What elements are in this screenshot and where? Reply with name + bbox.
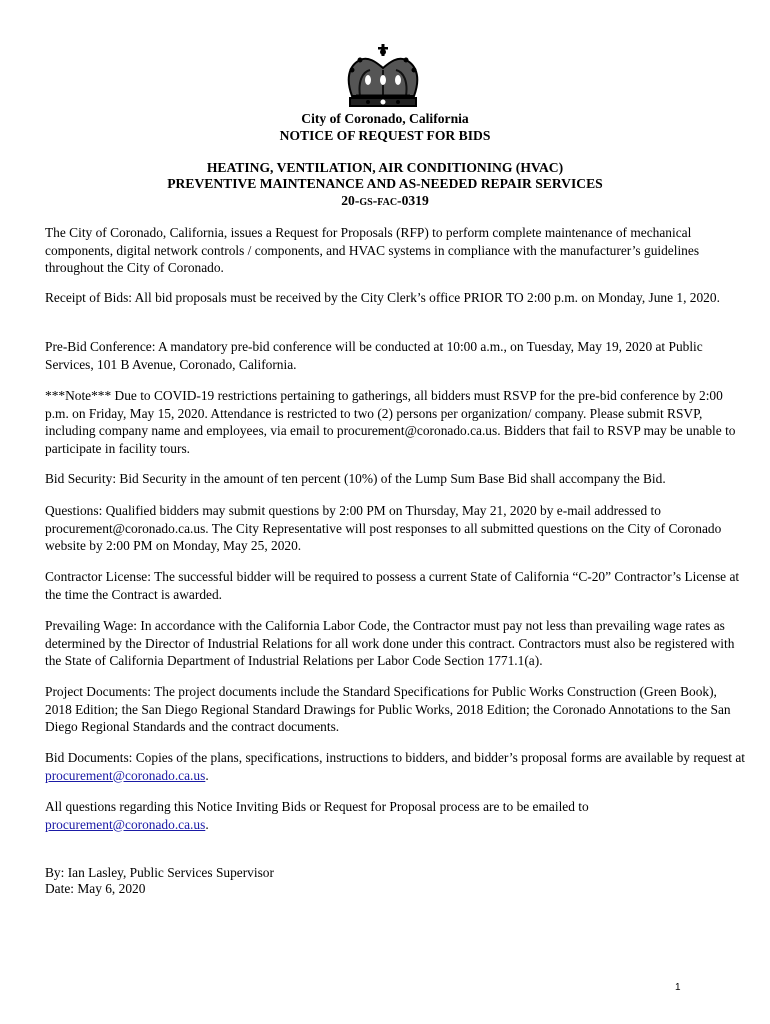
prebid-paragraph: Pre-Bid Conference: A mandatory pre-bid conference will be conducted at 10:00 a.m., on Tuesday, May 19, 2020 at Public Services, 101 B Avenue, Coronado, California. (45, 339, 703, 372)
bid-number-mid: gs-fac (359, 193, 398, 208)
questions-all-text: All questions regarding this Notice Inviting Bids or Request for Proposal process are to be emailed to (45, 799, 589, 814)
city-heading: City of Coronado, California (301, 111, 469, 126)
notice-heading: NOTICE OF REQUEST FOR BIDS (279, 128, 491, 143)
bid-number-prefix: 20- (341, 193, 360, 208)
questions-all-end: . (205, 816, 209, 832)
title-line-2: PREVENTIVE MAINTENANCE AND AS-NEEDED REPAIR SERVICES (167, 176, 603, 191)
signature-date: Date: May 6, 2020 (45, 881, 146, 896)
bid-security-paragraph: Bid Security: Bid Security in the amount of ten percent (10%) of the Lump Sum Base Bid shall accompany the Bid. (45, 471, 666, 486)
covid-note-paragraph: ***Note*** Due to COVID-19 restrictions pertaining to gatherings, all bidders must RSVP for the pre-bid conference by 2:00 p.m. on Friday, May 15, 2020. Attendance is restricted to two (2) persons per organization/ company. Please submit RSVP, including company name and employees, via email to procurement@coronado.ca.us. Bidders that fail to RSVP may be unable to participate in facility tours. (45, 388, 736, 456)
questions-all-paragraph (45, 798, 745, 833)
title-line-1: HEATING, VENTILATION, AIR CONDITIONING (HVAC) (206, 160, 564, 175)
bid-documents-paragraph (45, 749, 745, 784)
bid-documents-end: . (205, 767, 209, 783)
bid-number (0, 193, 770, 209)
signature-by: By: Ian Lasley, Public Services Supervisor (45, 865, 274, 880)
bid-documents-email-link[interactable]: procurement@coronado.ca.us (45, 767, 206, 783)
questions-all-email-link[interactable]: procurement@coronado.ca.us (45, 816, 206, 832)
crown-crest-icon (338, 40, 428, 114)
license-paragraph: Contractor License: The successful bidder will be required to possess a current State of California “C-20” Contractor’s License at the time the Contract is awarded. (45, 569, 740, 602)
receipt-paragraph: Receipt of Bids: All bid proposals must be received by the City Clerk’s office PRIOR TO 2:00 p.m. on Monday, June 1, 2020. (45, 290, 720, 305)
intro-paragraph: The City of Coronado, California, issues a Request for Proposals (RFP) to perform complete maintenance of mechanical components, digital network controls / components, and HVAC systems in compliance with the manufacturer’s guidelines throughout the City of Coronado. (45, 225, 700, 275)
bid-number-suffix: -0319 (397, 193, 429, 208)
project-documents-paragraph: Project Documents: The project documents include the Standard Specifications for Public Works Construction (Green Book), 2018 Edition; the San Diego Regional Standard Drawings for Public Works, 2018 Edition; the Coronado Annotations to the San Diego Regional Standards and the contract documents. (45, 684, 731, 734)
page-number: 1 (675, 982, 681, 993)
bid-documents-text: Bid Documents: Copies of the plans, specifications, instructions to bidders, and bidder’s proposal forms are available by request at (45, 750, 746, 765)
questions-paragraph: Questions: Qualified bidders may submit questions by 2:00 PM on Thursday, May 21, 2020 by e-mail addressed to procurement@coronado.ca.us. The City Representative will post responses to all submitted questions on the City of Coronado website by 2:00 PM on Monday, May 25, 2020. (45, 503, 722, 553)
prevailing-wage-paragraph: Prevailing Wage: In accordance with the California Labor Code, the Contractor must pay not less than prevailing wage rates as determined by the Director of Industrial Relations for all work done under this contract. Contractors must also be registered with the State of California Department of Industrial Relations per Labor Code Section 1771.1(a). (45, 618, 735, 668)
